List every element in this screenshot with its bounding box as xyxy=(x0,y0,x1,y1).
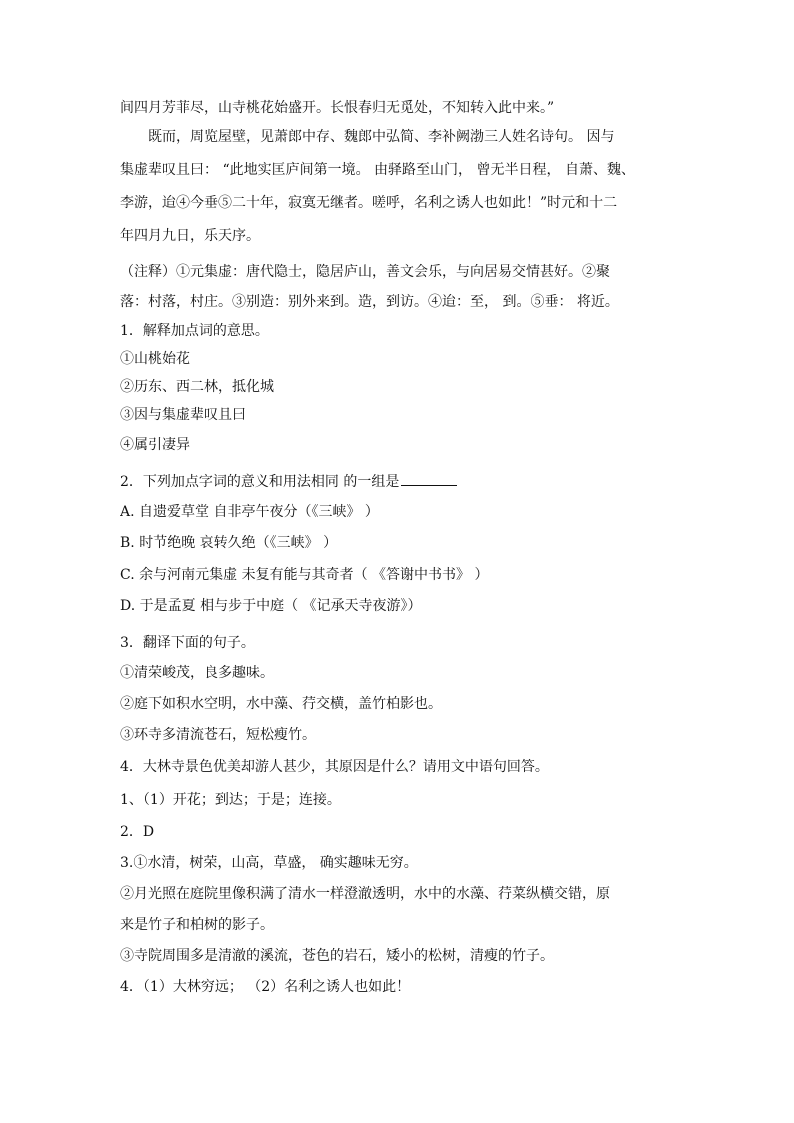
question-3-stem: 3．翻译下面的句子。 xyxy=(120,635,255,651)
question-3-item: ③环寺多清流苍石，短松瘦竹。 xyxy=(120,727,316,743)
answer-blank[interactable] xyxy=(401,471,457,486)
answer-3-item-2-continued: 来是竹子和柏树的影子。 xyxy=(120,917,274,933)
question-2-option-a: A. 自遗爱草堂 自非亭午夜分（《三峡》 ） xyxy=(120,504,379,520)
passage-line-2: 既而，周览屋壁，见萧郎中存、魏郎中弘简、李补阙渤三人姓名诗句。 因与 xyxy=(148,129,615,145)
passage-line-5: 年四月九日，乐天序。 xyxy=(120,228,260,244)
question-3-item: ②庭下如积水空明，水中藻、荇交横，盖竹柏影也。 xyxy=(120,696,442,712)
notes-line-1: （注释）①元集虚：唐代隐士，隐居庐山，善文会乐，与向居易交情甚好。②聚 xyxy=(120,264,610,280)
passage-line-1: 间四月芳菲尽，山寺桃花始盛开。长恨春归无觅处，不知转入此中来。” xyxy=(120,100,555,116)
question-2-stem-line xyxy=(120,471,680,492)
answer-3-item-1: 3.①水清，树荣，山高，草盛， 确实趣味无穷。 xyxy=(120,855,418,871)
question-4-stem: 4．大林寺景色优美却游人甚少，其原因是什么？请用文中语句回答。 xyxy=(120,759,549,775)
question-1-item: ④属引凄异 xyxy=(120,437,190,453)
answer-3-item-2: ②月光照在庭院里像积满了清水一样澄澈透明，水中的水藻、荇菜纵横交错，原 xyxy=(120,886,610,902)
passage-line-4: 李游，迨④今垂⑤二十年，寂寞无继者。嗟呼，名利之诱人也如此！”时元和十二 xyxy=(120,195,618,211)
question-3-item: ①清荣峻茂，良多趣味。 xyxy=(120,665,274,681)
question-1-item: ①山桃始花 xyxy=(120,351,190,367)
answer-2: 2．D xyxy=(120,824,155,840)
question-2-stem: 2．下列加点字词的意义和用法相同 的一组是 xyxy=(120,474,400,490)
answer-4: 4．（1）大林穷远； （2）名利之诱人也如此！ xyxy=(120,979,411,995)
answer-1: 1、（1）开花；到达；于是；连接。 xyxy=(120,792,341,808)
question-1-item: ③因与集虚辈叹且曰 xyxy=(120,407,246,423)
question-2-option-c: C. 余与河南元集虚 未复有能与其奇者（ 《答谢中书书》 ） xyxy=(120,567,489,583)
question-2-option-d: D. 于是孟夏 相与步于中庭（ 《记承天寺夜游》） xyxy=(120,598,422,614)
answer-3-item-3: ③寺院周围多是清澈的溪流，苍色的岩石，矮小的松树，清瘦的竹子。 xyxy=(120,948,554,964)
notes-line-2: 落：村落，村庄。③别造：别外来到。造，到访。④迨：至， 到。⑤垂： 将近。 xyxy=(120,294,619,310)
question-2-option-b: B. 时节绝晚 哀转久绝（《三峡》 ） xyxy=(120,535,338,551)
question-1-item: ②历东、西二林，抵化城 xyxy=(120,379,274,395)
passage-line-3: 集虚辈叹且曰： “此地实匡庐间第一境。 由驿路至山门， 曾无半日程， 自萧、魏、 xyxy=(120,162,635,178)
question-1-stem: 1．解释加点词的意思。 xyxy=(120,323,269,339)
